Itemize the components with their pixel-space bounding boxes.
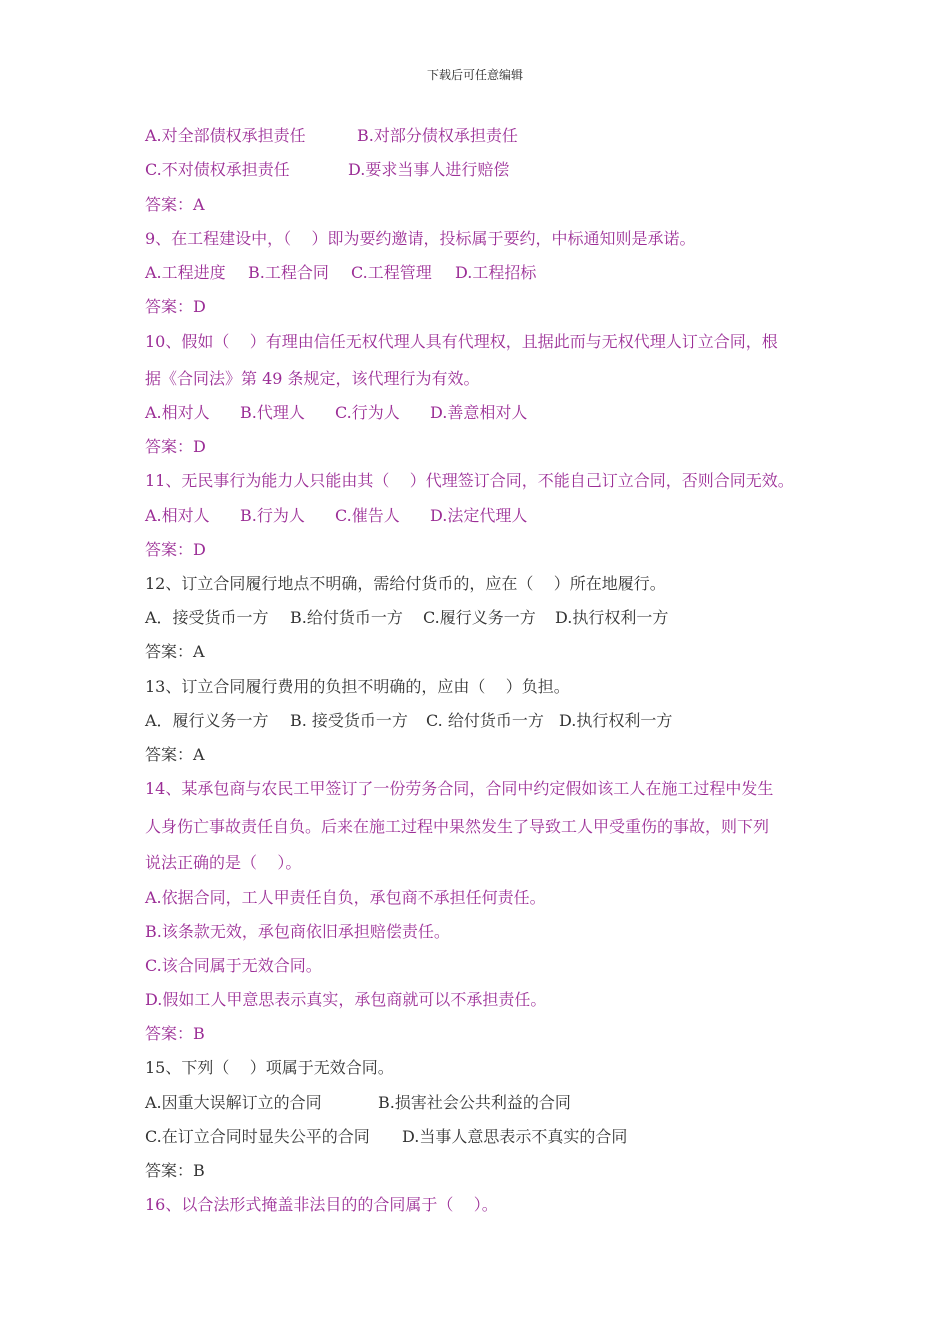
q15-question: 15、下列（ ）项属于无效合同。	[145, 1058, 394, 1077]
q14-option-c: C.该合同属于无效合同。	[145, 956, 322, 975]
q14-question-line3: 说法正确的是（ ）。	[145, 853, 302, 872]
q14-question-line1: 14、某承包商与农民工甲签订了一份劳务合同，合同中约定假如该工人在施工过程中发生	[145, 779, 774, 798]
q9-option-a: A.工程进度	[145, 263, 226, 282]
q12-option-a: A．接受货币一方	[145, 608, 269, 627]
q12-question: 12、订立合同履行地点不明确，需给付货币的，应在（ ）所在地履行。	[145, 574, 666, 593]
q15-option-b: B.损害社会公共利益的合同	[378, 1093, 571, 1112]
q15-option-a: A.因重大误解订立的合同	[145, 1093, 322, 1112]
q9-option-c: C.工程管理	[351, 263, 432, 282]
q15-answer: 答案：B	[145, 1161, 205, 1180]
q10-question-line2: 据《合同法》第 49 条规定，该代理行为有效。	[145, 369, 480, 388]
q8-option-d: D.要求当事人进行赔偿	[348, 160, 510, 179]
q10-question-line1: 10、假如（ ）有理由信任无权代理人具有代理权，且据此而与无权代理人订立合同，根	[145, 332, 778, 351]
q12-option-b: B.给付货币一方	[290, 608, 403, 627]
q14-question-line2: 人身伤亡事故责任自负。后来在施工过程中果然发生了导致工人甲受重伤的事故，则下列	[145, 817, 770, 836]
q8-answer: 答案：A	[145, 195, 205, 214]
q12-answer: 答案：A	[145, 642, 205, 661]
q13-question: 13、订立合同履行费用的负担不明确的，应由（ ）负担。	[145, 677, 570, 696]
q9-option-d: D.工程招标	[455, 263, 537, 282]
q9-option-b: B.工程合同	[248, 263, 329, 282]
q8-option-b: B.对部分债权承担责任	[357, 126, 518, 145]
q12-option-c: C.履行义务一方	[423, 608, 536, 627]
q8-option-a: A.对全部债权承担责任	[145, 126, 306, 145]
q11-answer: 答案：D	[145, 540, 206, 559]
q10-option-b: B.代理人	[240, 403, 305, 422]
q14-answer: 答案：B	[145, 1024, 205, 1043]
q10-answer: 答案：D	[145, 437, 206, 456]
q10-option-d: D.善意相对人	[430, 403, 528, 422]
q13-option-b: B. 接受货币一方	[290, 711, 408, 730]
q10-option-a: A.相对人	[145, 403, 210, 422]
q14-option-b: B.该条款无效，承包商依旧承担赔偿责任。	[145, 922, 450, 941]
q14-option-a: A.依据合同，工人甲责任自负，承包商不承担任何责任。	[145, 888, 546, 907]
q11-option-c: C.催告人	[335, 506, 400, 525]
q11-option-d: D.法定代理人	[430, 506, 528, 525]
q15-option-c: C.在订立合同时显失公平的合同	[145, 1127, 370, 1146]
q12-option-d: D.执行权利一方	[555, 608, 669, 627]
q9-answer: 答案：D	[145, 297, 206, 316]
q13-option-a: A．履行义务一方	[145, 711, 269, 730]
q14-option-d: D.假如工人甲意思表示真实，承包商就可以不承担责任。	[145, 990, 547, 1009]
q8-option-c: C.不对债权承担责任	[145, 160, 290, 179]
q9-question: 9、在工程建设中，（ ）即为要约邀请，投标属于要约，中标通知则是承诺。	[145, 229, 696, 248]
q11-question: 11、无民事行为能力人只能由其（ ）代理签订合同，不能自己订立合同，否则合同无效。	[145, 471, 794, 490]
q15-option-d: D.当事人意思表示不真实的合同	[402, 1127, 628, 1146]
page-header: 下载后可任意编辑	[426, 68, 523, 82]
q13-option-c: C. 给付货币一方	[426, 711, 544, 730]
q11-option-b: B.行为人	[240, 506, 305, 525]
q11-option-a: A.相对人	[145, 506, 210, 525]
q13-answer: 答案：A	[145, 745, 205, 764]
q13-option-d: D.执行权利一方	[559, 711, 673, 730]
q16-question: 16、以合法形式掩盖非法目的的合同属于（ ）。	[145, 1195, 498, 1214]
q10-option-c: C.行为人	[335, 403, 400, 422]
